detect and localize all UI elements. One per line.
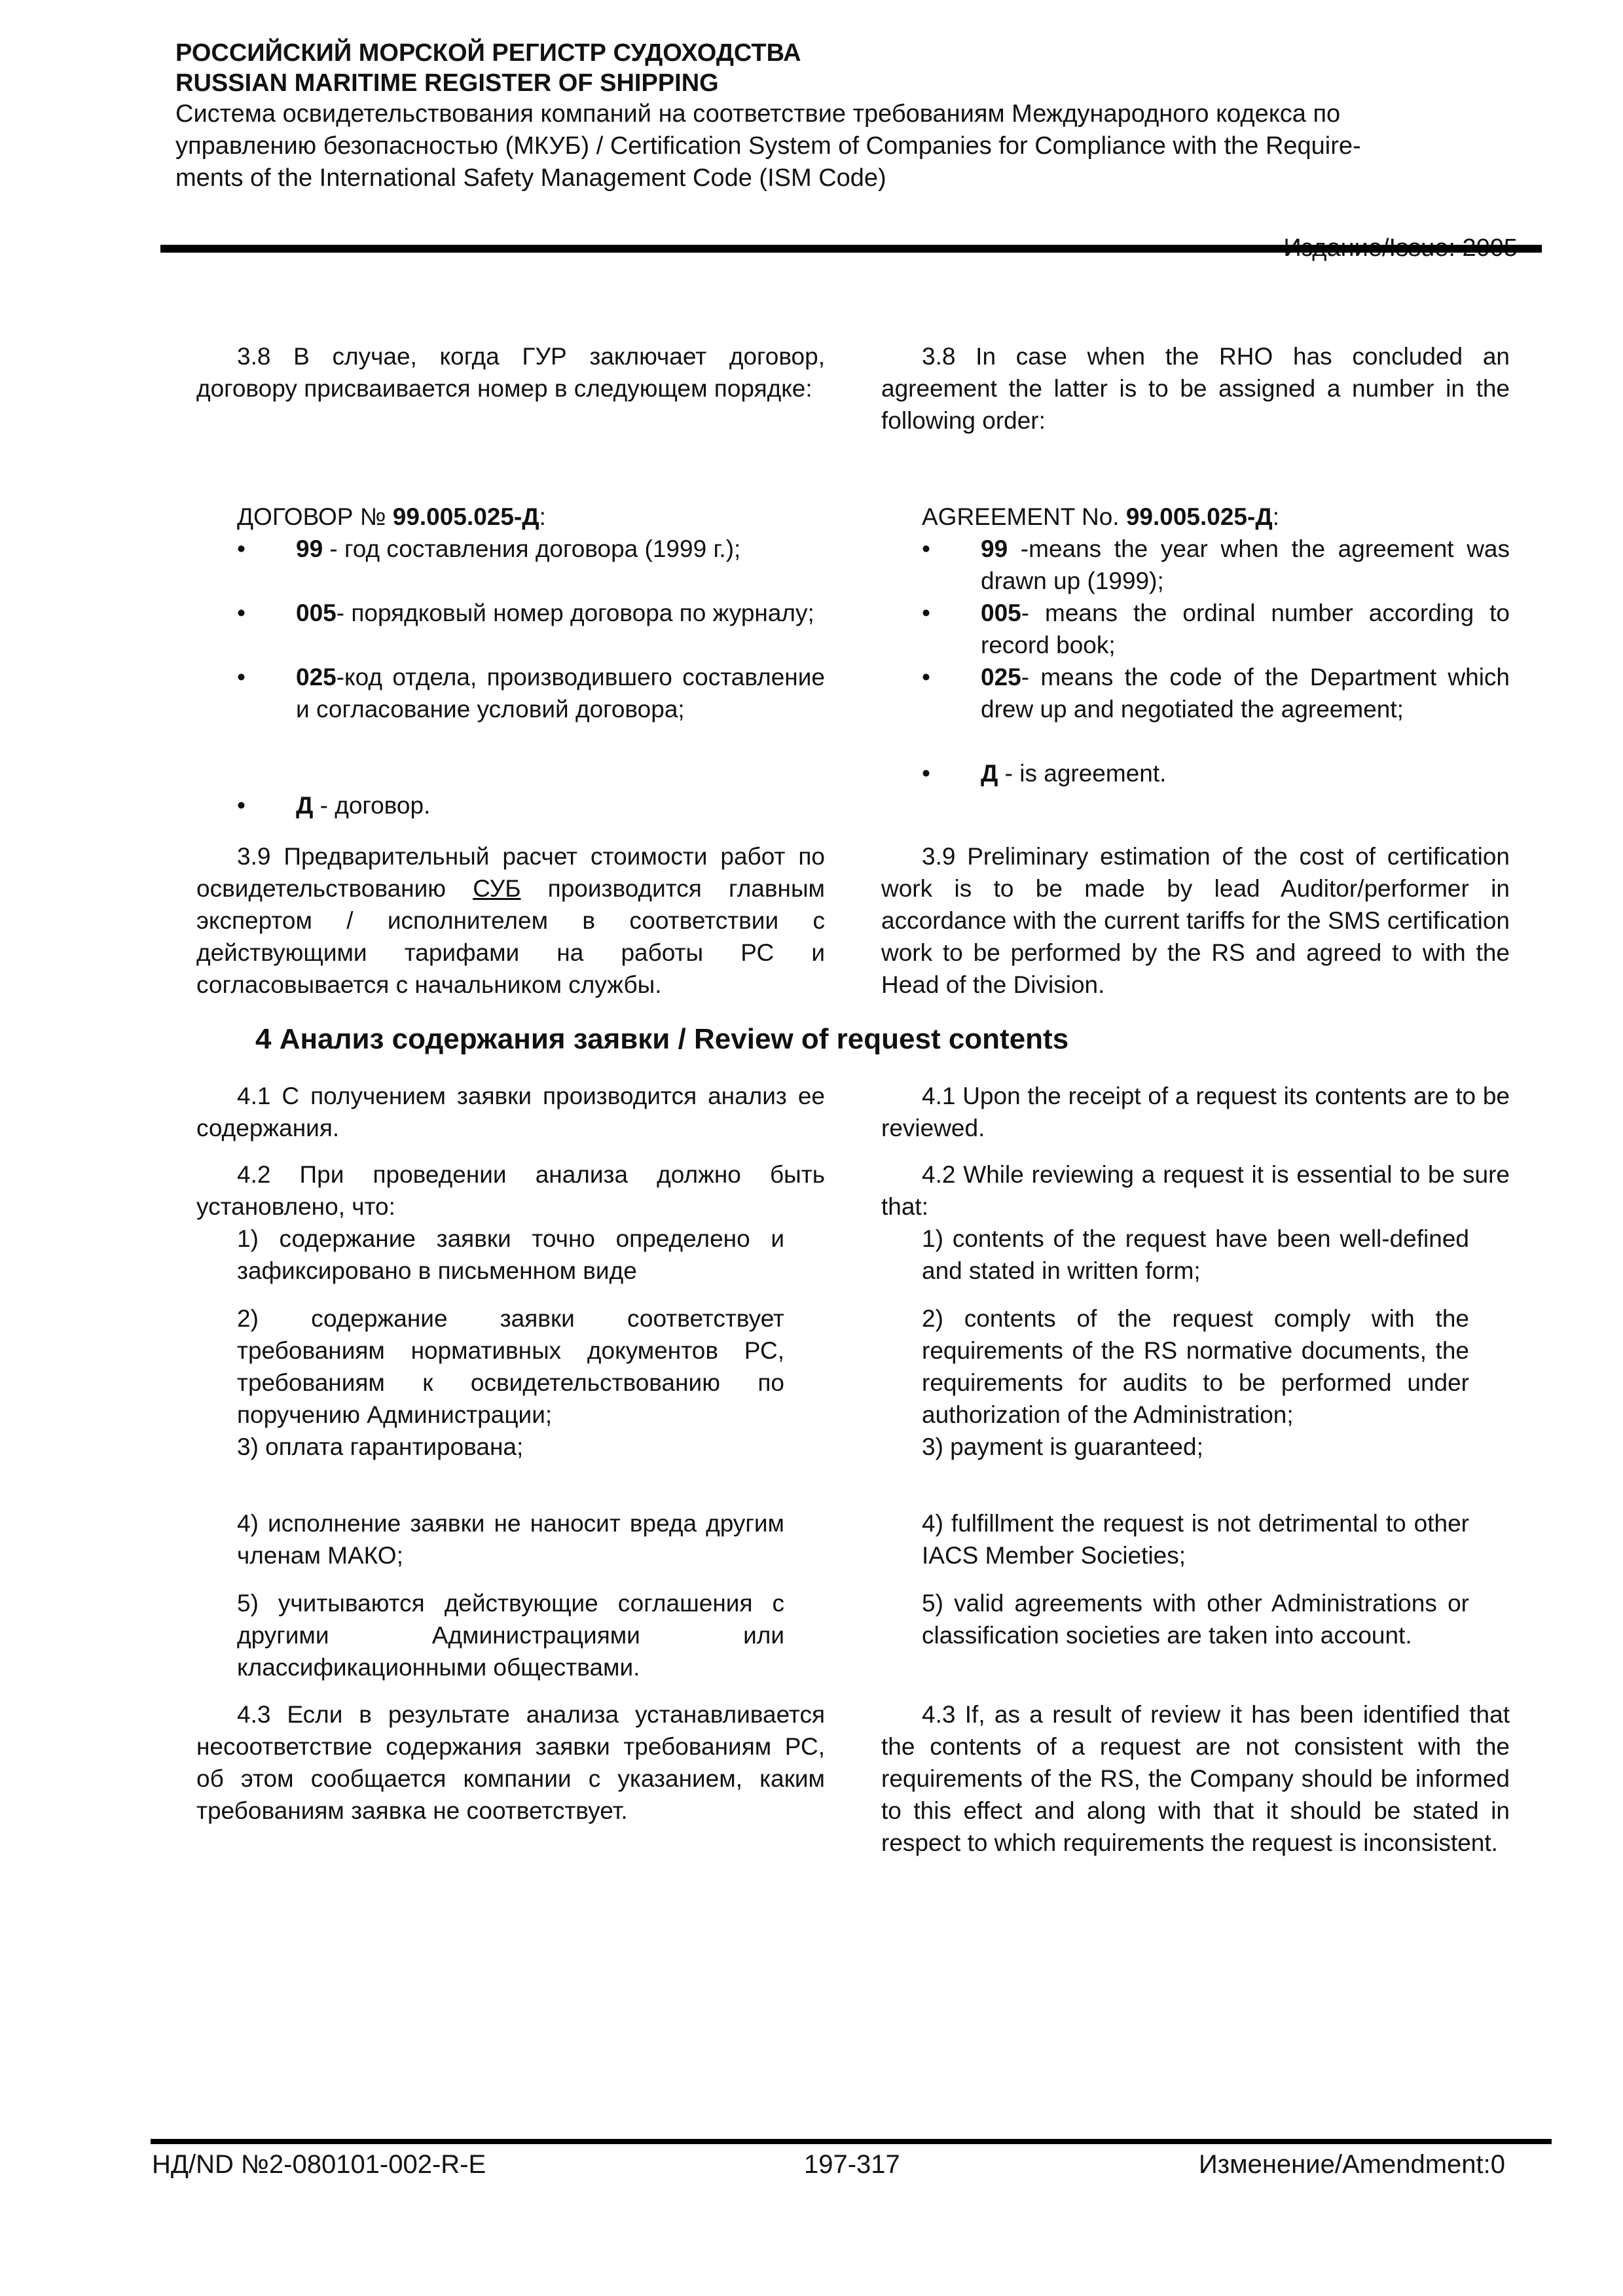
p39-sms-term: СУБ	[473, 875, 521, 902]
bullet-year-en	[922, 533, 1510, 597]
bullet-ordinal-en	[922, 597, 1510, 661]
bullet-code: Д	[296, 792, 314, 819]
item-1-ru: 1) содержание заявки точно определено и зафиксировано в письменном виде	[237, 1225, 784, 1284]
footer-rule	[151, 2139, 1552, 2144]
paragraph-3-8-en: 3.8 In case when the RHO has concluded an agreement the latter is to be assigned a number in the following order:	[881, 343, 1510, 434]
header-desc-line-1: Система освидетельствования компаний на соответствие требованиям Международного кодекса по	[175, 100, 1341, 128]
agreement-colon-ru: :	[539, 503, 546, 530]
agreement-number-en	[881, 501, 1550, 533]
item-4-ru: 4) исполнение заявки не наносит вреда другим членам МАКО;	[237, 1510, 784, 1569]
footer-amendment: Изменение/Amendment:0	[1199, 2150, 1505, 2179]
bullet-code: 025	[981, 664, 1021, 691]
agreement-prefix-en: AGREEMENT No.	[922, 503, 1126, 530]
item-4-en: 4) fulfillment the request is not detrimental to other IACS Member Societies;	[922, 1510, 1469, 1569]
agreement-colon-en: :	[1272, 503, 1279, 530]
paragraph-3-8-ru: 3.8 В случае, когда ГУР заключает договор, договору присваивается номер в следующем порядке:	[196, 343, 825, 402]
bullet-code: 99	[981, 535, 1008, 562]
agreement-prefix-ru: ДОГОВОР №	[237, 503, 393, 530]
paragraph-3-9-en: 3.9 Preliminary estimation of the cost of certification work is to be made by lead Auditor/performer in accordance with the current tariffs for the SMS certification work to be performed by the RS and agreed to with the Head of the Division.	[881, 843, 1510, 998]
paragraph-4-1-en: 4.1 Upon the receipt of a request its contents are to be reviewed.	[881, 1083, 1510, 1141]
footer-doc-number: НД/ND №2-080101-002-R-E	[152, 2150, 486, 2179]
paragraph-3-9-ru	[196, 840, 825, 1001]
paragraph-4-3-en: 4.3 If, as a result of review it has been identified that the contents of a request are not consistent with the requirements of the RS, the Company should be informed to this effect and along with that it should be stated in respect to which requirements the request is inconsistent.	[881, 1701, 1510, 1856]
bullet-year-ru	[237, 533, 825, 565]
item-3-en: 3) payment is guaranteed;	[922, 1433, 1203, 1460]
page-header	[175, 38, 1518, 194]
bullet-icon: •	[922, 535, 930, 562]
item-1-en: 1) contents of the request have been well-defined and stated in written form;	[922, 1225, 1469, 1284]
paragraph-4-3-ru: 4.3 Если в результате анализа устанавливается несоответствие содержания заявки требованиям РС, об этом сообщается компании с указанием, каким требованиям заявка не соответствует.	[196, 1701, 825, 1824]
header-desc-line-2: управлению безопасностью (МКУБ) / Certification System of Companies for Compliance with the Require-	[175, 132, 1361, 160]
bullet-icon: •	[237, 664, 246, 691]
bullet-agreement-ru	[237, 789, 825, 821]
item-2-en: 2) contents of the request comply with the requirements of the RS normative documents, the requirements for audits to be performed under authorization of the Administration;	[922, 1305, 1469, 1428]
bullet-icon: •	[922, 600, 930, 626]
header-desc-line-3: ments of the International Safety Management Code (ISM Code)	[175, 164, 886, 192]
bullet-text: - год составления договора (1999 г.);	[323, 535, 741, 562]
item-5-ru: 5) учитываются действующие соглашения с другими Администрациями или классификационными обществами.	[237, 1590, 784, 1681]
bullet-text: -means the year when the agreement was drawn up (1999);	[981, 535, 1510, 594]
item-5-en: 5) valid agreements with other Administrations or classification societies are taken into account.	[922, 1590, 1469, 1649]
p39-part-b: производится главным экспертом / исполнителем в соответствии с действующими тарифами на работы РС и согласовывается с начальником службы.	[196, 875, 825, 998]
bullet-icon: •	[922, 664, 930, 691]
header-rule	[160, 245, 1542, 253]
bullet-code: Д	[981, 760, 998, 787]
bullet-icon: •	[237, 792, 246, 819]
agreement-code-en: 99.005.025-Д	[1125, 503, 1273, 530]
paragraph-4-2-en: 4.2 While reviewing a request it is essential to be sure that:	[881, 1161, 1510, 1220]
paragraph-4-2-ru: 4.2 При проведении анализа должно быть установлено, что:	[196, 1161, 825, 1220]
bullet-text: - means the ordinal number according to record book;	[981, 600, 1510, 658]
header-title-ru: РОССИЙСКИЙ МОРСКОЙ РЕГИСТР СУДОХОДСТВА	[175, 39, 801, 67]
bullet-code: 99	[296, 535, 323, 562]
paragraph-4-1-ru: 4.1 С получением заявки производится анализ ее содержания.	[196, 1083, 825, 1141]
bullet-code: 005	[981, 600, 1021, 626]
bullet-icon: •	[922, 760, 930, 787]
p39-part-a: 3.9 Предварительный расчет стоимости работ по освидетельствованию	[196, 843, 825, 902]
agreement-number-ru	[196, 501, 866, 533]
bullet-code: 005	[296, 600, 337, 626]
bullet-department-ru	[237, 661, 825, 725]
bullet-agreement-en	[922, 757, 1510, 789]
bullet-text: -код отдела, производившего составление и согласование условий договора;	[296, 664, 825, 723]
bullet-ordinal-ru	[237, 597, 825, 629]
bullet-text: - means the code of the Department which drew up and negotiated the agreement;	[981, 664, 1510, 723]
bullet-department-en	[922, 661, 1510, 725]
bullet-text: - договор.	[313, 792, 431, 819]
item-2-ru: 2) содержание заявки соответствует требованиям нормативных документов РС, требованиям к освидетельствованию по поручению Администрации;	[237, 1305, 784, 1428]
bullet-icon: •	[237, 600, 246, 626]
agreement-code-ru: 99.005.025-Д	[392, 503, 539, 530]
header-title-en: RUSSIAN MARITIME REGISTER OF SHIPPING	[175, 69, 719, 97]
bullet-text: - порядковый номер договора по журналу;	[336, 600, 814, 626]
footer-page-number: 197-317	[804, 2150, 900, 2179]
bullet-code: 025	[296, 664, 337, 691]
item-3-ru: 3) оплата гарантирована;	[237, 1433, 524, 1460]
section-4-heading: 4 Анализ содержания заявки / Review of request contents	[255, 1023, 1069, 1055]
bullet-text: - is agreement.	[998, 760, 1167, 787]
bullet-icon: •	[237, 535, 246, 562]
